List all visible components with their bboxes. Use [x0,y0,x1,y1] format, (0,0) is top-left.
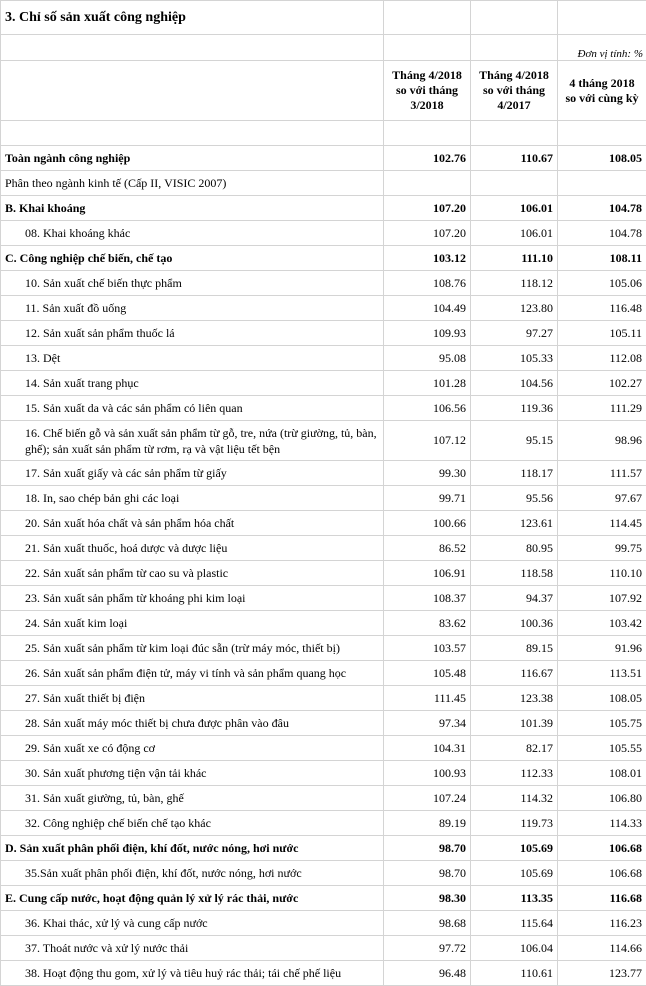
table-row [1,346,646,371]
table-row [1,761,646,786]
value-col-2: 110.61 [471,961,558,986]
row-label: Toàn ngành công nghiệp [1,146,384,171]
value-col-2: 101.39 [471,711,558,736]
table-row [1,561,646,586]
value-col-2 [471,171,558,196]
value-col-3: 98.96 [558,421,646,461]
row-label: 32. Công nghiệp chế biến chế tạo khác [1,811,384,836]
column-header-1 [384,61,471,121]
table-row [1,536,646,561]
empty-cell [471,35,558,61]
value-col-1: 106.56 [384,396,471,421]
header-blank [1,61,384,121]
value-col-3: 105.75 [558,711,646,736]
value-col-1: 105.48 [384,661,471,686]
value-col-2: 100.36 [471,611,558,636]
page-title: 3. Chỉ số sản xuất công nghiệp [1,1,384,35]
value-col-1: 111.45 [384,686,471,711]
value-col-2: 119.36 [471,396,558,421]
row-label: 28. Sản xuất máy móc thiết bị chưa được phân vào đâu [1,711,384,736]
value-col-3: 123.77 [558,961,646,986]
value-col-1: 107.24 [384,786,471,811]
value-col-2: 112.33 [471,761,558,786]
value-col-2: 104.56 [471,371,558,396]
col2-line2: so với tháng [471,83,557,98]
value-col-2: 115.64 [471,911,558,936]
table-row [1,661,646,686]
value-col-1: 98.68 [384,911,471,936]
value-col-1: 103.12 [384,246,471,271]
value-col-1: 104.49 [384,296,471,321]
col1-line1: Tháng 4/2018 [384,68,470,83]
value-col-3: 103.42 [558,611,646,636]
column-header-3 [558,61,646,121]
col2-line3: 4/2017 [471,98,557,113]
value-col-3: 104.78 [558,196,646,221]
value-col-1: 107.20 [384,221,471,246]
value-col-2: 94.37 [471,586,558,611]
table-row [1,636,646,661]
value-col-2: 95.15 [471,421,558,461]
value-col-2: 123.80 [471,296,558,321]
row-label: 08. Khai khoáng khác [1,221,384,246]
value-col-1: 101.28 [384,371,471,396]
row-label: 21. Sản xuất thuốc, hoá dược và dược liệu [1,536,384,561]
table-row [1,461,646,486]
table-row [1,586,646,611]
value-col-1: 107.20 [384,196,471,221]
value-col-2: 113.35 [471,886,558,911]
empty-cell [384,35,471,61]
value-col-1 [384,171,471,196]
row-label: 20. Sản xuất hóa chất và sản phẩm hóa chất [1,511,384,536]
col1-line3: 3/2018 [384,98,470,113]
row-label: 24. Sản xuất kim loại [1,611,384,636]
col3-line2: so với cùng kỳ [558,91,646,106]
value-col-3: 114.66 [558,936,646,961]
value-col-3 [558,171,646,196]
spacer-cell [558,121,646,146]
value-col-3: 112.08 [558,346,646,371]
row-label: 29. Sản xuất xe có động cơ [1,736,384,761]
row-label: 15. Sản xuất da và các sản phẩm có liên quan [1,396,384,421]
empty-cell [558,1,646,35]
row-label: 16. Chế biến gỗ và sản xuất sản phẩm từ gỗ, tre, nứa (trừ giường, tủ, bàn, ghế); sản xuất sản phẩm từ rơm, rạ và vật liệu tết bện [1,421,384,461]
value-col-3: 104.78 [558,221,646,246]
value-col-2: 111.10 [471,246,558,271]
table-row [1,371,646,396]
value-col-1: 99.71 [384,486,471,511]
value-col-1: 100.66 [384,511,471,536]
value-col-2: 123.61 [471,511,558,536]
table-row [1,936,646,961]
row-label: 36. Khai thác, xử lý và cung cấp nước [1,911,384,936]
value-col-3: 108.05 [558,686,646,711]
row-label: 38. Hoạt động thu gom, xử lý và tiêu huỷ rác thải; tái chế phế liệu [1,961,384,986]
value-col-3: 106.80 [558,786,646,811]
table-row [1,196,646,221]
table-row [1,221,646,246]
value-col-3: 102.27 [558,371,646,396]
value-col-3: 114.33 [558,811,646,836]
value-col-3: 97.67 [558,486,646,511]
value-col-2: 105.69 [471,861,558,886]
value-col-1: 98.70 [384,861,471,886]
row-label: 37. Thoát nước và xử lý nước thải [1,936,384,961]
value-col-2: 97.27 [471,321,558,346]
value-col-2: 118.58 [471,561,558,586]
value-col-3: 106.68 [558,861,646,886]
value-col-1: 97.72 [384,936,471,961]
row-label: Phân theo ngành kinh tế (Cấp II, VISIC 2007) [1,171,384,196]
value-col-1: 83.62 [384,611,471,636]
value-col-2: 80.95 [471,536,558,561]
value-col-1: 97.34 [384,711,471,736]
value-col-3: 116.48 [558,296,646,321]
table-row [1,421,646,461]
table-row [1,321,646,346]
value-col-3: 116.68 [558,886,646,911]
value-col-1: 98.30 [384,886,471,911]
value-col-3: 111.29 [558,396,646,421]
value-col-3: 116.23 [558,911,646,936]
row-label: 23. Sản xuất sản phẩm từ khoáng phi kim loại [1,586,384,611]
row-label: D. Sản xuất phân phối điện, khí đốt, nước nóng, hơi nước [1,836,384,861]
value-col-2: 118.12 [471,271,558,296]
value-col-1: 104.31 [384,736,471,761]
row-label: 25. Sản xuất sản phẩm từ kim loại đúc sẵn (trừ máy móc, thiết bị) [1,636,384,661]
value-col-3: 105.06 [558,271,646,296]
table-row [1,486,646,511]
col2-line1: Tháng 4/2018 [471,68,557,83]
row-label: 18. In, sao chép bản ghi các loại [1,486,384,511]
table-row [1,511,646,536]
value-col-2: 110.67 [471,146,558,171]
value-col-2: 106.01 [471,196,558,221]
empty-cell [1,35,384,61]
value-col-2: 105.69 [471,836,558,861]
value-col-3: 110.10 [558,561,646,586]
table-row [1,396,646,421]
row-label: C. Công nghiệp chế biến, chế tạo [1,246,384,271]
value-col-1: 107.12 [384,421,471,461]
value-col-2: 116.67 [471,661,558,686]
empty-cell [471,1,558,35]
row-label: 26. Sản xuất sản phẩm điện tử, máy vi tính và sản phẩm quang học [1,661,384,686]
value-col-2: 106.04 [471,936,558,961]
value-col-3: 113.51 [558,661,646,686]
spacer-cell [384,121,471,146]
value-col-1: 103.57 [384,636,471,661]
value-col-3: 107.92 [558,586,646,611]
row-label: 30. Sản xuất phương tiện vận tải khác [1,761,384,786]
value-col-1: 98.70 [384,836,471,861]
value-col-2: 89.15 [471,636,558,661]
value-col-1: 86.52 [384,536,471,561]
table-row [1,271,646,296]
value-col-1: 108.37 [384,586,471,611]
table-row [1,686,646,711]
table-row [1,171,646,196]
value-col-3: 108.05 [558,146,646,171]
row-label: B. Khai khoáng [1,196,384,221]
value-col-2: 106.01 [471,221,558,246]
value-col-2: 82.17 [471,736,558,761]
value-col-3: 114.45 [558,511,646,536]
value-col-1: 108.76 [384,271,471,296]
row-label: 14. Sản xuất trang phục [1,371,384,396]
table-row [1,836,646,861]
value-col-1: 100.93 [384,761,471,786]
spacer-cell [471,121,558,146]
row-label: 31. Sản xuất giường, tủ, bàn, ghế [1,786,384,811]
value-col-2: 119.73 [471,811,558,836]
table-row [1,786,646,811]
col3-line1: 4 tháng 2018 [558,76,646,91]
row-label: 12. Sản xuất sản phẩm thuốc lá [1,321,384,346]
value-col-3: 99.75 [558,536,646,561]
row-label: 17. Sản xuất giấy và các sản phẩm từ giấy [1,461,384,486]
table-row [1,146,646,171]
row-label: 22. Sản xuất sản phẩm từ cao su và plastic [1,561,384,586]
value-col-3: 108.11 [558,246,646,271]
spacer-cell [1,121,384,146]
value-col-2: 118.17 [471,461,558,486]
value-col-2: 114.32 [471,786,558,811]
row-label: E. Cung cấp nước, hoạt động quản lý xử lý rác thải, nước [1,886,384,911]
table-row [1,711,646,736]
table-row [1,911,646,936]
table-row [1,886,646,911]
value-col-3: 105.11 [558,321,646,346]
row-label: 11. Sản xuất đồ uống [1,296,384,321]
value-col-3: 91.96 [558,636,646,661]
value-col-3: 111.57 [558,461,646,486]
row-label: 27. Sản xuất thiết bị điện [1,686,384,711]
table-row [1,736,646,761]
value-col-2: 123.38 [471,686,558,711]
value-col-3: 105.55 [558,736,646,761]
value-col-3: 108.01 [558,761,646,786]
value-col-3: 106.68 [558,836,646,861]
unit-label: Đơn vị tính: % [558,35,646,61]
value-col-2: 95.56 [471,486,558,511]
value-col-1: 106.91 [384,561,471,586]
table-row [1,296,646,321]
table-row [1,611,646,636]
table-row [1,861,646,886]
table-row [1,246,646,271]
table-row [1,811,646,836]
col1-line2: so với tháng [384,83,470,98]
row-label: 10. Sản xuất chế biến thực phẩm [1,271,384,296]
column-header-2 [471,61,558,121]
row-label: 35.Sản xuất phân phối điện, khí đốt, nước nóng, hơi nước [1,861,384,886]
row-label: 13. Dệt [1,346,384,371]
value-col-2: 105.33 [471,346,558,371]
value-col-1: 109.93 [384,321,471,346]
value-col-1: 96.48 [384,961,471,986]
value-col-1: 89.19 [384,811,471,836]
table-row [1,961,646,986]
value-col-1: 99.30 [384,461,471,486]
empty-cell [384,1,471,35]
value-col-1: 102.76 [384,146,471,171]
value-col-1: 95.08 [384,346,471,371]
